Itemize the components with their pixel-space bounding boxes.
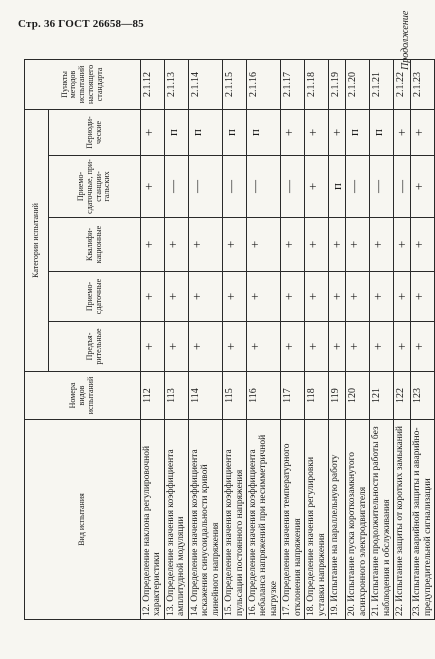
acceptance-mark: + <box>223 322 247 372</box>
type-tests-mark: — <box>394 156 411 218</box>
periodic-mark: + <box>281 109 305 155</box>
table-row <box>164 59 188 619</box>
periodic-mark: п <box>346 109 370 155</box>
qualification-mark: + <box>346 218 370 272</box>
delivery-mark: + <box>394 272 411 322</box>
acceptance-mark: + <box>305 322 329 372</box>
type-tests-mark: п <box>329 156 346 218</box>
test-name: 20. Испытание пуска короткозамкнутого асинхронного электродвигателя <box>346 420 370 620</box>
periodic-mark: п <box>188 109 222 155</box>
acceptance-mark: + <box>281 322 305 372</box>
table-row <box>329 59 346 619</box>
clause-ref: 2.1.22 <box>394 59 411 109</box>
delivery-mark: + <box>223 272 247 322</box>
test-number: 121 <box>370 372 394 420</box>
continuation-label: Продолжение <box>400 10 411 70</box>
type-tests-mark: + <box>305 156 329 218</box>
acceptance-mark: + <box>394 322 411 372</box>
col-header-categories: Категории испытаний <box>25 109 49 371</box>
table-row <box>281 59 305 619</box>
qualification-mark: + <box>141 218 165 272</box>
test-name: 19. Испытание на параллельную работу <box>329 420 346 620</box>
test-number: 119 <box>329 372 346 420</box>
delivery-mark: + <box>370 272 394 322</box>
clause-ref: 2.1.16 <box>246 59 280 109</box>
type-tests-mark: — <box>370 156 394 218</box>
test-name: 18. Определение значения регулировки уставки напряжения <box>305 420 329 620</box>
type-tests-mark: — <box>346 156 370 218</box>
qualification-mark: + <box>411 218 435 272</box>
test-name: 12. Определение наклона регулировочной характеристики <box>141 420 165 620</box>
type-tests-mark: — <box>164 156 188 218</box>
acceptance-mark: + <box>370 322 394 372</box>
col-header-qualification: Квалифи-кационные <box>49 218 141 272</box>
qualification-mark: + <box>281 218 305 272</box>
page-header: Стр. 36 ГОСТ 26658—85 <box>18 18 144 30</box>
clause-ref: 2.1.21 <box>370 59 394 109</box>
test-number: 112 <box>141 372 165 420</box>
acceptance-mark: + <box>346 322 370 372</box>
col-header-number: Номера видов испытаний <box>25 372 141 420</box>
qualification-mark: + <box>329 218 346 272</box>
qualification-mark: + <box>305 218 329 272</box>
table-row <box>223 59 247 619</box>
test-name: 17. Определение значения температурного отклонения напряжения <box>281 420 305 620</box>
delivery-mark: + <box>141 272 165 322</box>
col-header-acceptance: Предъя-рительные <box>49 322 141 372</box>
clause-ref: 2.1.13 <box>164 59 188 109</box>
clause-ref: 2.1.18 <box>305 59 329 109</box>
type-tests-mark: — <box>223 156 247 218</box>
test-name: 21. Испытание продолжительности работы без наблюдения и обслуживания <box>370 420 394 620</box>
test-name: 22. Испытание защиты от коротких замыканий <box>394 420 411 620</box>
clause-ref: 2.1.17 <box>281 59 305 109</box>
delivery-mark: + <box>346 272 370 322</box>
test-table-rotated <box>24 60 433 620</box>
acceptance-mark: + <box>188 322 222 372</box>
delivery-mark: + <box>246 272 280 322</box>
table-row <box>305 59 329 619</box>
col-header-name: Вид испытания <box>25 420 141 620</box>
test-number: 116 <box>246 372 280 420</box>
test-table <box>24 59 435 620</box>
qualification-mark: + <box>223 218 247 272</box>
test-number: 117 <box>281 372 305 420</box>
table-row <box>411 59 435 619</box>
clause-ref: 2.1.23 <box>411 59 435 109</box>
col-header-clause: Пункты методов испытаний настоящего стандарта <box>25 59 141 109</box>
type-tests-mark: — <box>246 156 280 218</box>
delivery-mark: + <box>188 272 222 322</box>
test-number: 122 <box>394 372 411 420</box>
qualification-mark: + <box>370 218 394 272</box>
col-header-periodic: Периоди-ческие <box>49 109 141 155</box>
periodic-mark: п <box>246 109 280 155</box>
col-header-delivery: Приемо-сдаточные <box>49 272 141 322</box>
type-tests-mark: — <box>188 156 222 218</box>
test-name: 23. Испытание аварийной защиты и аварийно-предупредительной сигнализации <box>411 420 435 620</box>
qualification-mark: + <box>188 218 222 272</box>
col-header-type-tests: Приемо-сдаточные, при-станции-гальских <box>49 156 141 218</box>
table-row <box>346 59 370 619</box>
clause-ref: 2.1.14 <box>188 59 222 109</box>
periodic-mark: + <box>394 109 411 155</box>
periodic-mark: п <box>164 109 188 155</box>
periodic-mark: + <box>141 109 165 155</box>
test-number: 113 <box>164 372 188 420</box>
periodic-mark: + <box>305 109 329 155</box>
periodic-mark: + <box>329 109 346 155</box>
test-name: 13. Определение значения коэффициента амплитудной модуляции <box>164 420 188 620</box>
type-tests-mark: — <box>281 156 305 218</box>
clause-ref: 2.1.19 <box>329 59 346 109</box>
clause-ref: 2.1.12 <box>141 59 165 109</box>
type-tests-mark: + <box>411 156 435 218</box>
delivery-mark: + <box>164 272 188 322</box>
periodic-mark: + <box>411 109 435 155</box>
test-name: 15. Определение значения коэффициента пульсации постоянного напряжения <box>223 420 247 620</box>
periodic-mark: п <box>370 109 394 155</box>
test-name: 14. Определение значения коэффициента искажения синусоидальности кривой линейного напряжения <box>188 420 222 620</box>
clause-ref: 2.1.15 <box>223 59 247 109</box>
delivery-mark: + <box>281 272 305 322</box>
acceptance-mark: + <box>164 322 188 372</box>
test-number: 123 <box>411 372 435 420</box>
periodic-mark: п <box>223 109 247 155</box>
delivery-mark: + <box>305 272 329 322</box>
test-name: 16. Определение значения коэффициента небаланса напряжений при несимметричной нагрузке <box>246 420 280 620</box>
delivery-mark: + <box>411 272 435 322</box>
test-number: 120 <box>346 372 370 420</box>
acceptance-mark: + <box>141 322 165 372</box>
table-row <box>246 59 280 619</box>
type-tests-mark: + <box>141 156 165 218</box>
table-row <box>394 59 411 619</box>
test-number: 115 <box>223 372 247 420</box>
table-row <box>188 59 222 619</box>
test-number: 118 <box>305 372 329 420</box>
qualification-mark: + <box>394 218 411 272</box>
acceptance-mark: + <box>329 322 346 372</box>
test-number: 114 <box>188 372 222 420</box>
acceptance-mark: + <box>246 322 280 372</box>
acceptance-mark: + <box>411 322 435 372</box>
table-row <box>141 59 165 619</box>
clause-ref: 2.1.20 <box>346 59 370 109</box>
delivery-mark: + <box>329 272 346 322</box>
qualification-mark: + <box>164 218 188 272</box>
table-row <box>370 59 394 619</box>
qualification-mark: + <box>246 218 280 272</box>
